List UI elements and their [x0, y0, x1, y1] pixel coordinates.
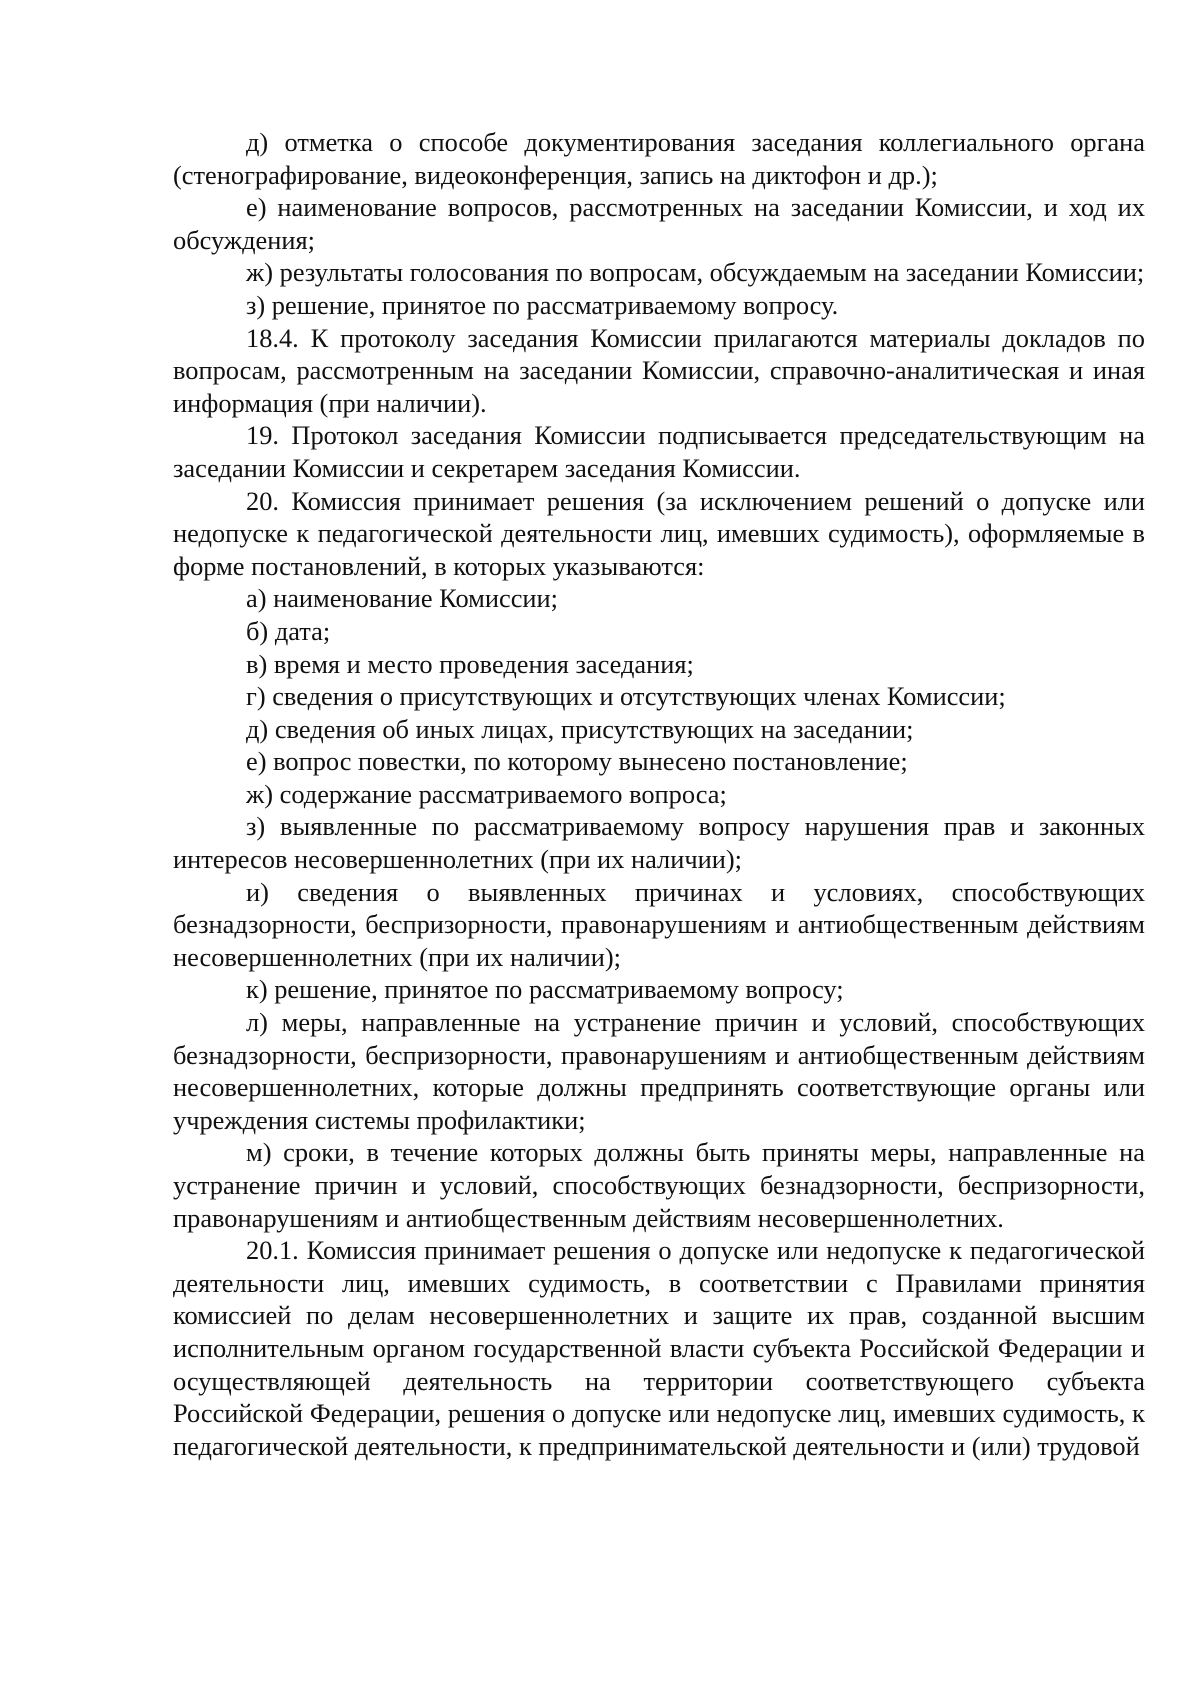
- list-item-k: к) решение, принятое по рассматриваемому вопросу;: [246, 974, 844, 1005]
- paragraph-20-1: 20.1. Комиссия принимает решения о допуске или недопуске к педагогической деятельности лиц, имевших судимость, в соответствии с Правилами принятия комиссией по делам несовершеннолетних и защите их прав, созданной высшим исполнительным органом государственной власти субъекта Российской Федерации и осуществляющей деятельность на территории соответствующего субъекта Российской Федерации, решения о допуске или недопуске лиц, имевших судимость, к педагогической деятельности, к предпринимательской деятельности и (или) трудовой: [173, 1235, 1145, 1461]
- list-item-v: в) время и место проведения заседания;: [246, 648, 694, 679]
- list-item-e: е) вопрос повестки, по которому вынесено постановление;: [246, 746, 908, 777]
- list-item-l: л) меры, направленные на устранение причин и условий, способствующих безнадзорности, беспризорности, правонарушениям и антиобщественным действиям несовершеннолетних, которые должны предпринять соответствующие органы или учреждения системы профилактики;: [173, 1007, 1145, 1135]
- paragraph-18-4: 18.4. К протоколу заседания Комиссии прилагаются материалы докладов по вопросам, рассмотренным на заседании Комиссии, справочно-аналитическая и иная информация (при наличии).: [173, 322, 1145, 418]
- list-item-a: а) наименование Комиссии;: [246, 583, 558, 614]
- paragraph-item-zh-voting: ж) результаты голосования по вопросам, обсуждаемым на заседании Комиссии;: [246, 257, 1145, 288]
- paragraph-item-e-questions: е) наименование вопросов, рассмотренных на заседании Комиссии, и ход их обсуждения;: [173, 192, 1145, 255]
- list-item-z: з) выявленные по рассматриваемому вопросу нарушения прав и законных интересов несовершеннолетних (при их наличии);: [173, 811, 1145, 875]
- list-item-d: д) сведения об иных лицах, присутствующих на заседании;: [246, 713, 914, 744]
- list-item-b: б) дата;: [246, 615, 331, 646]
- paragraph-19: 19. Протокол заседания Комиссии подписывается председательствующим на заседании Комиссии и секретарем заседания Комиссии.: [173, 420, 1145, 483]
- list-item-m: м) сроки, в течение которых должны быть приняты меры, направленные на устранение причин и условий, способствующих безнадзорности, беспризорности, правонарушениям и антиобщественным действиям несовершеннолетних.: [173, 1137, 1145, 1233]
- list-item-i: и) сведения о выявленных причинах и условиях, способствующих безнадзорности, беспризорности, правонарушениям и антиобщественным действиям несовершеннолетних (при их наличии);: [173, 876, 1145, 972]
- document-body: [173, 126, 1145, 1462]
- list-item-zh: ж) содержание рассматриваемого вопроса;: [246, 778, 727, 809]
- list-item-g: г) сведения о присутствующих и отсутствующих членах Комиссии;: [246, 681, 1006, 712]
- paragraph-item-z-decision: з) решение, принятое по рассматриваемому вопросу.: [246, 289, 839, 320]
- paragraph-item-d-documenting: д) отметка о способе документирования заседания коллегиального органа (стенографирование, видеоконференция, запись на диктофон и др.);: [173, 127, 1145, 190]
- paragraph-20: 20. Комиссия принимает решения (за исключением решений о допуске или недопуске к педагогической деятельности лиц, имевших судимость), оформляемые в форме постановлений, в которых указываются:: [173, 485, 1145, 581]
